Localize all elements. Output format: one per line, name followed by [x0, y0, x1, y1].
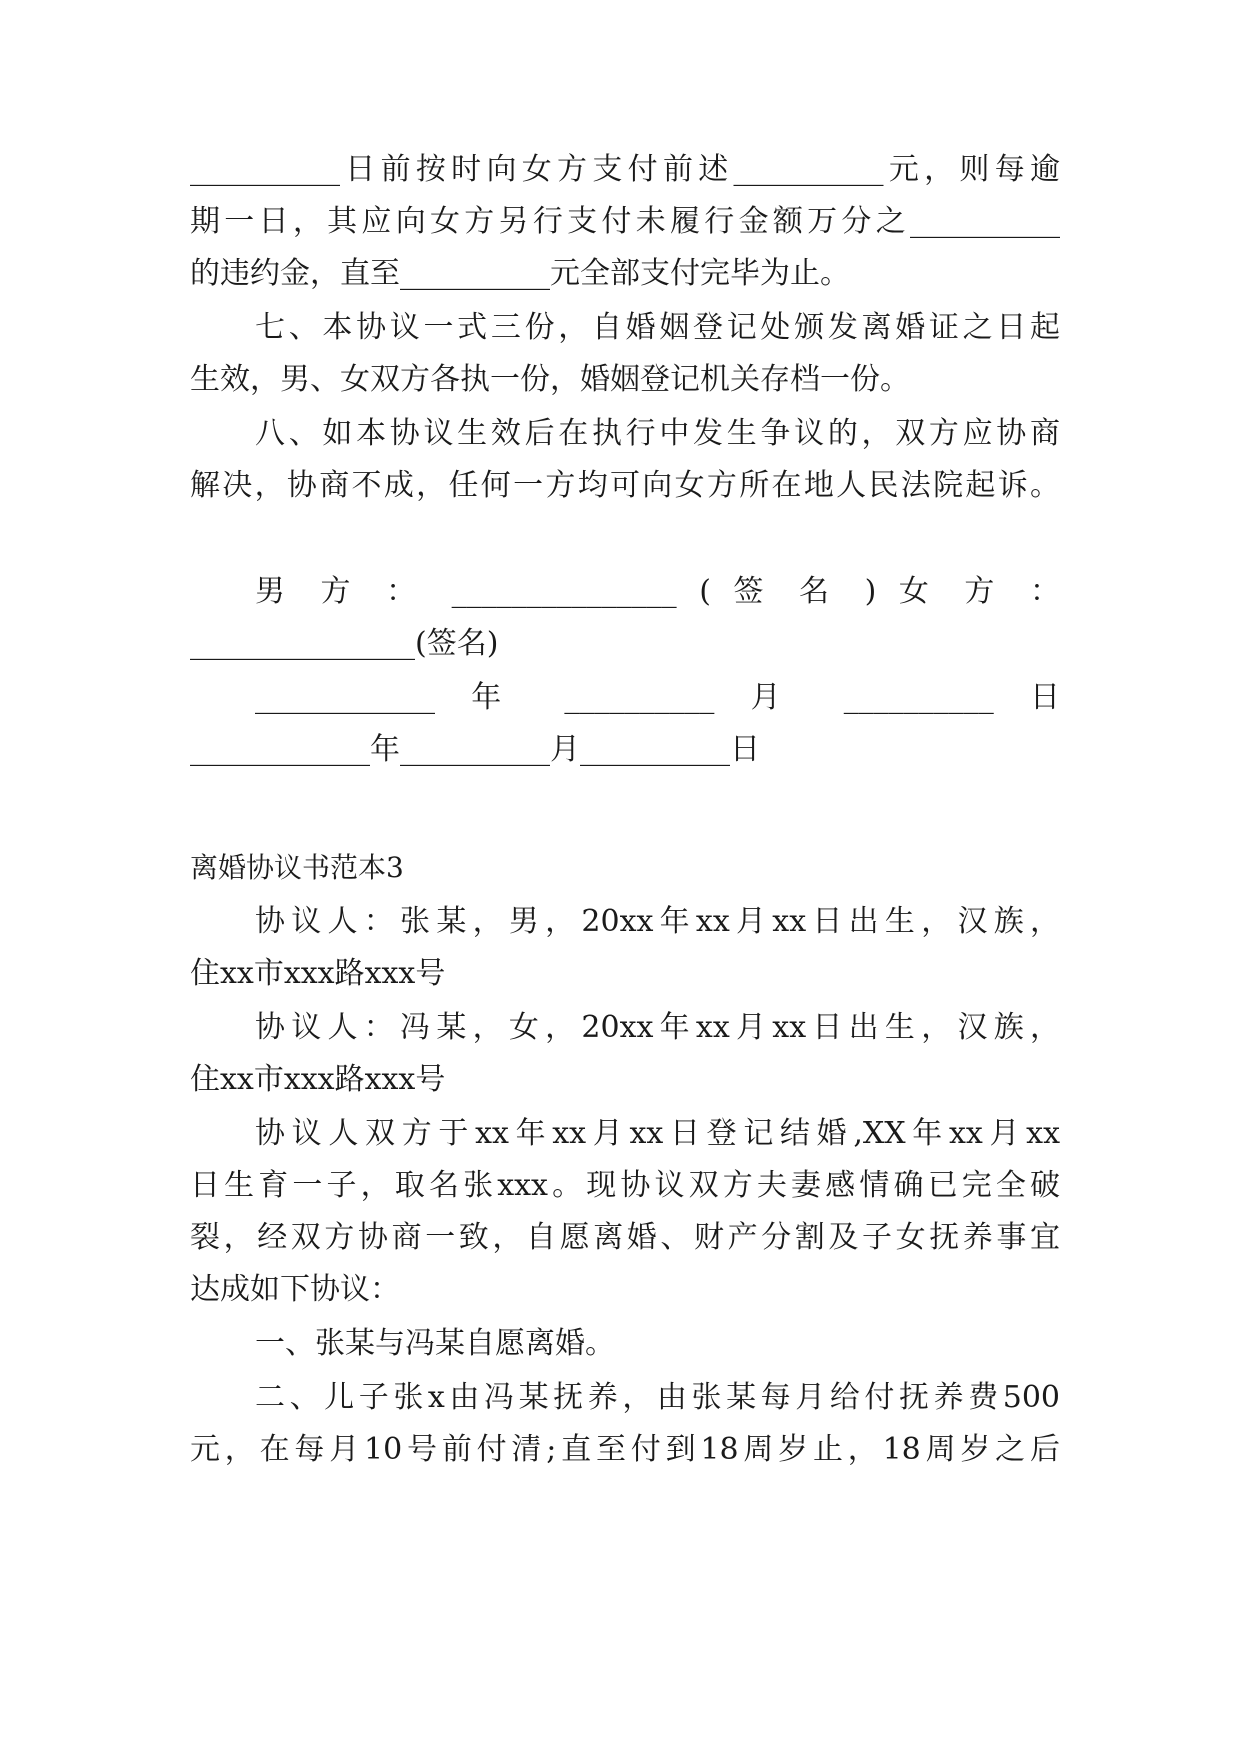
paragraph-line: 裂，经双方协商一致，自愿离婚、财产分割及子女抚养事宜	[190, 1220, 1060, 1255]
clause-seven-line: 七、本协议一式三份，自婚姻登记处颁发离婚证之日起	[255, 310, 1060, 345]
section-title: 离婚协议书范本3	[190, 851, 404, 884]
paragraph-line: 的违约金，直至__________元全部支付完毕为止。	[190, 256, 850, 291]
party-line: 住xx市xxx路xxx号	[190, 956, 446, 991]
party-line: 住xx市xxx路xxx号	[190, 1062, 446, 1097]
paragraph-line: 元，在每月10号前付清;直至付到18周岁止，18周岁之后	[190, 1432, 1060, 1467]
signature-line: 男 方 ： _______________ ( 签 名 ) 女 方 ：	[255, 574, 1060, 609]
paragraph-line: 日生育一子，取名张xxx。现协议双方夫妻感情确已完全破	[190, 1168, 1060, 1203]
paragraph-line: 期一日，其应向女方另行支付未履行金额万分之__________	[190, 204, 1060, 239]
paragraph-line: 生效，男、女双方各执一份，婚姻登记机关存档一份。	[190, 362, 910, 397]
date-line: ____________年__________月__________日	[190, 732, 760, 767]
paragraph-line: 达成如下协议：	[190, 1272, 400, 1307]
paragraph-line: 协议人双方于xx年xx月xx日登记结婚,XX年xx月xx	[255, 1116, 1060, 1151]
paragraph-line: 解决，协商不成，任何一方均可向女方所在地人民法院起诉。	[190, 468, 1060, 503]
clause-one-line: 一、张某与冯某自愿离婚。	[255, 1326, 615, 1361]
paragraph-line: __________日前按时向女方支付前述__________元，则每逾	[190, 152, 1060, 187]
party-line: 协议人：冯某，女，20xx年xx月xx日出生，汉族，	[255, 1010, 1060, 1045]
clause-eight-line: 八、如本协议生效后在执行中发生争议的，双方应协商	[255, 416, 1060, 451]
party-line: 协议人：张某，男，20xx年xx月xx日出生，汉族，	[255, 904, 1060, 939]
date-line: ____________ 年 __________ 月 __________ 日	[255, 680, 1060, 715]
clause-two-line: 二、儿子张x由冯某抚养，由张某每月给付抚养费500	[255, 1380, 1060, 1415]
signature-line: _______________(签名)	[190, 626, 499, 661]
